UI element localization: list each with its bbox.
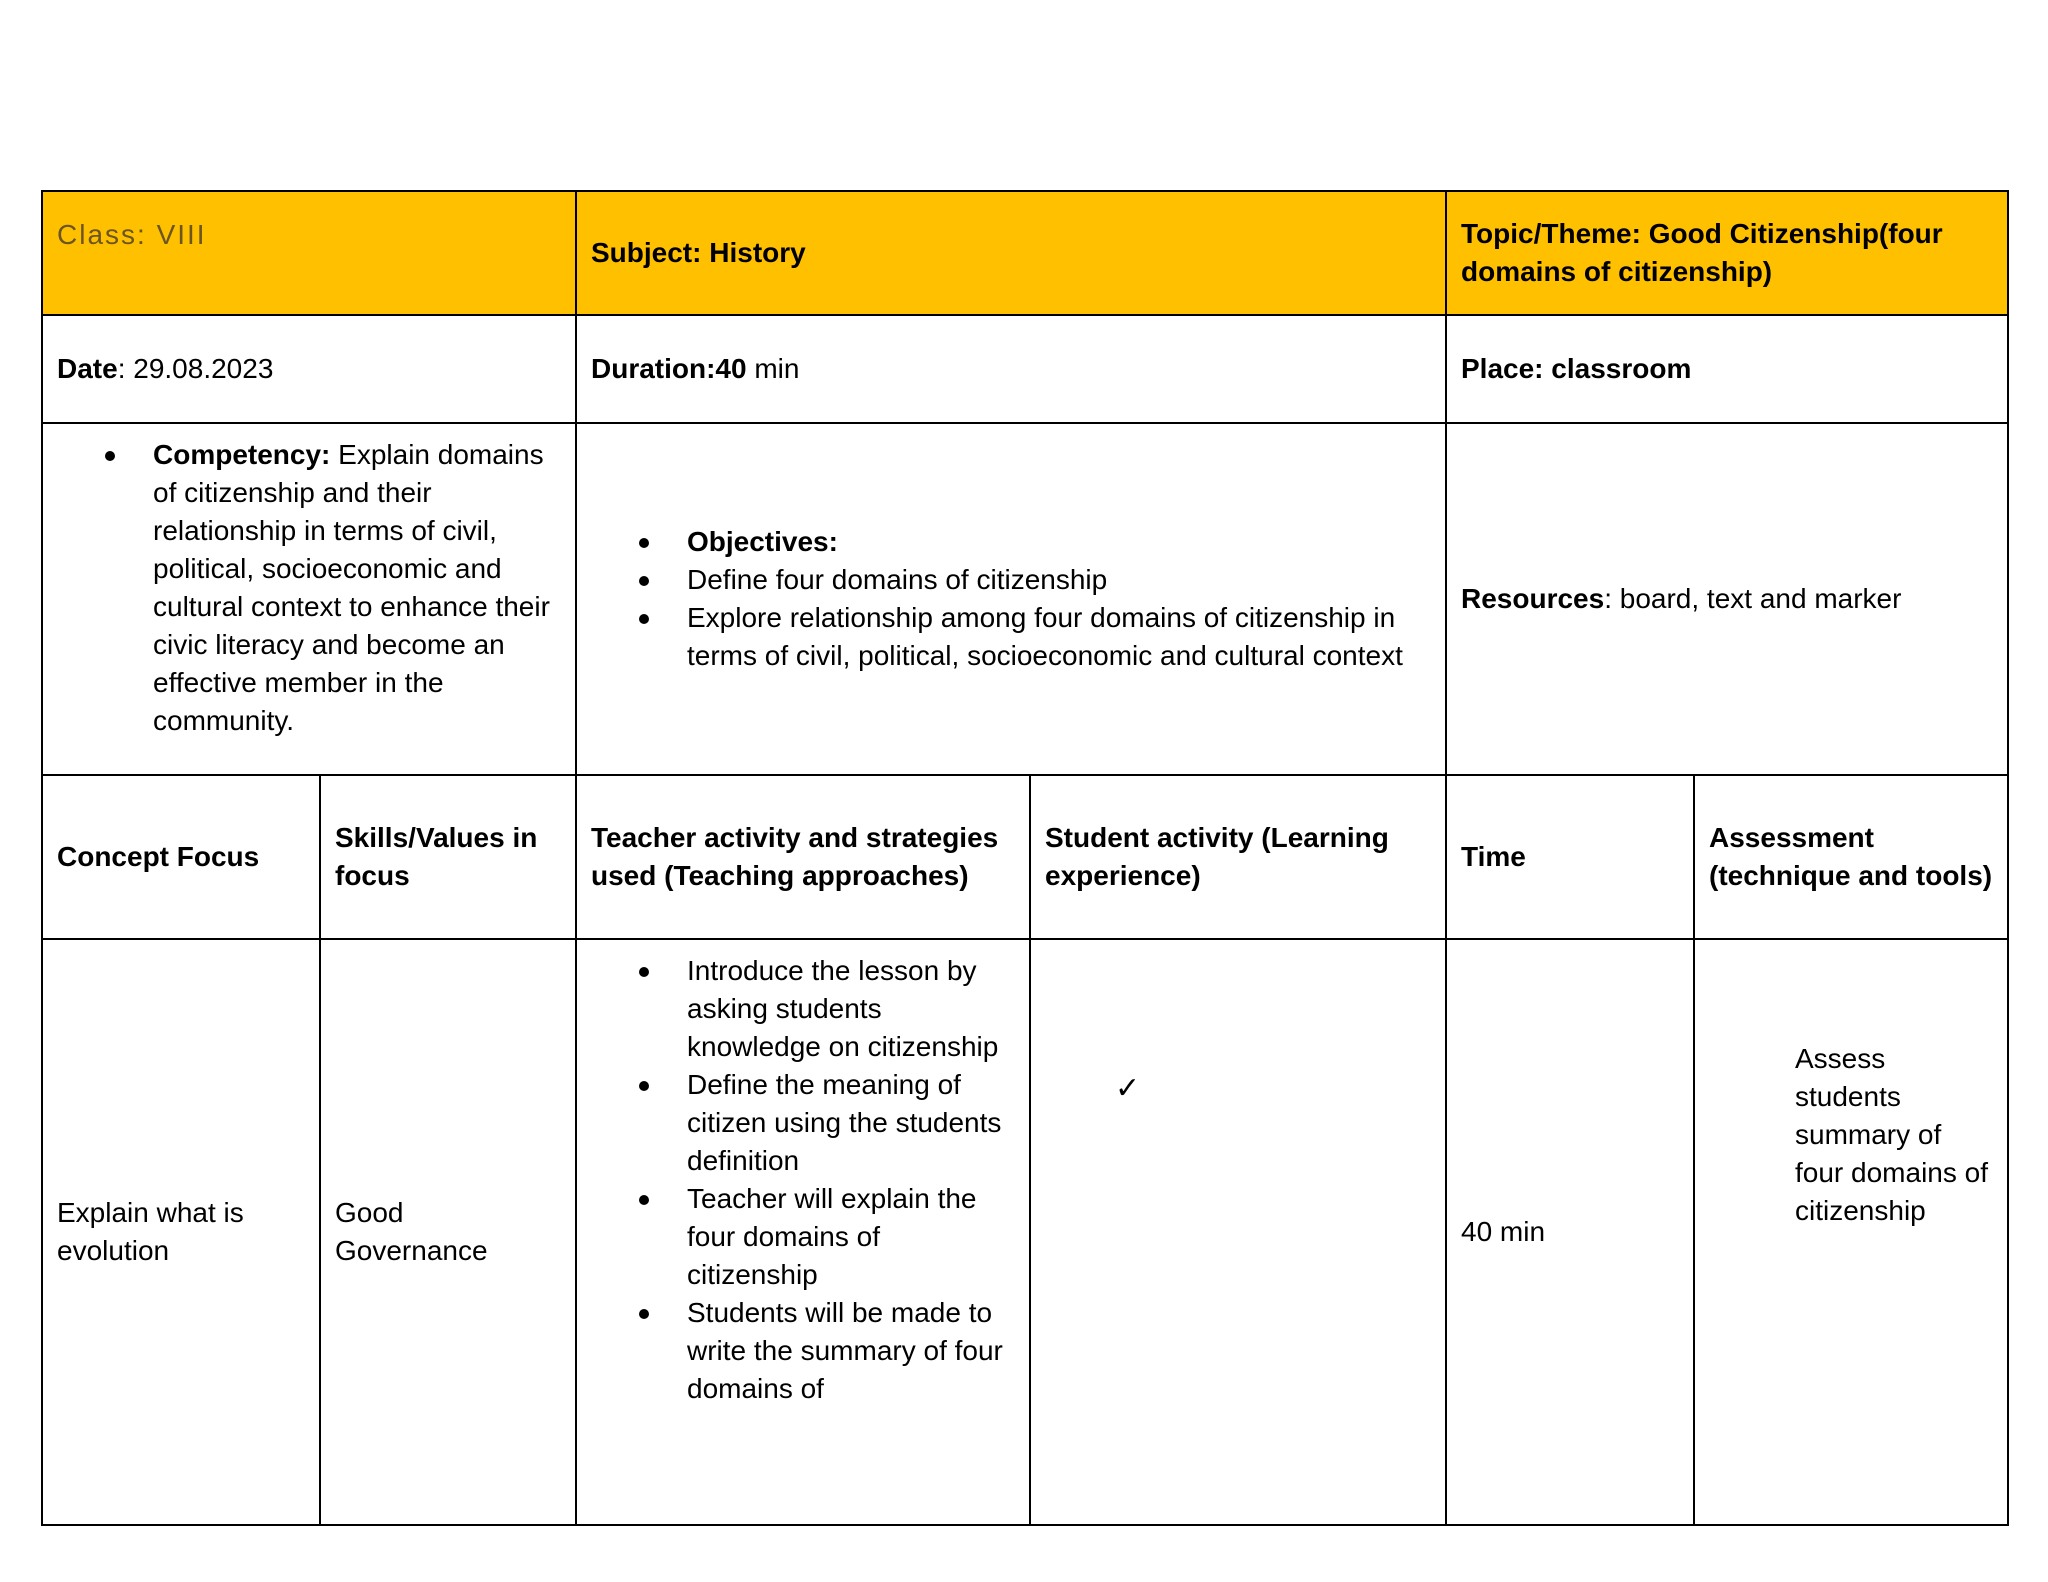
objective-item: Define four domains of citizenship <box>687 561 1431 599</box>
bullet-icon <box>639 967 649 977</box>
competency-text: Explain domains of citizenship and their relationship in terms of civil, political, socioeconomic and cultural context to enhance their civic literacy and become an effective member in the community. <box>153 439 550 736</box>
resources-label: Resources <box>1461 583 1605 614</box>
activity-row <box>42 939 2008 1525</box>
teacher-activity-item: Define the meaning of citizen using the students definition <box>687 1066 1015 1180</box>
teacher-activity-item: Introduce the lesson by asking students knowledge on citizenship <box>687 952 1015 1066</box>
col-skills-values: Skills/Values in focus <box>320 775 576 939</box>
competency-item <box>153 436 561 740</box>
objectives-cell <box>576 423 1446 775</box>
bullet-icon <box>639 576 649 586</box>
duration-label: Duration:40 <box>591 353 747 384</box>
resources-cell <box>1446 423 2008 775</box>
col-concept-focus: Concept Focus <box>42 775 320 939</box>
class-text: Class: VIII <box>57 219 207 250</box>
subject-cell <box>576 191 1446 315</box>
date-cell <box>42 315 576 423</box>
teacher-activity-list <box>591 952 1015 1408</box>
resources-text: : board, text and marker <box>1604 583 1902 614</box>
place-cell <box>1446 315 2008 423</box>
assessment-text: Assess students summary of four domains of citizenship <box>1795 1043 1988 1226</box>
topic-value: Good Citizenship(four domains of citizenship) <box>1461 218 1943 287</box>
teacher-activity-item: Teacher will explain the four domains of citizenship <box>687 1180 1015 1294</box>
bullet-icon <box>639 614 649 624</box>
teacher-activity-item: Students will be made to write the summary of four domains of <box>687 1294 1015 1408</box>
duration-unit: min <box>746 353 800 384</box>
student-activity-cell <box>1030 939 1446 1525</box>
topic-label: Topic/Theme: <box>1461 218 1641 249</box>
column-header-row <box>42 775 2008 939</box>
date-label: Date <box>57 353 118 384</box>
class-cell <box>42 191 576 315</box>
assessment-cell <box>1694 939 2008 1525</box>
header-row <box>42 191 2008 315</box>
objective-item: Explore relationship among four domains of citizenship in terms of civil, political, socioeconomic and cultural context <box>687 599 1431 675</box>
competency-cell <box>42 423 576 775</box>
place-label: Place: classroom <box>1461 353 1692 384</box>
bullet-icon <box>105 451 115 461</box>
col-student-activity: Student activity (Learning experience) <box>1030 775 1446 939</box>
bullet-icon <box>639 538 649 548</box>
outcomes-row <box>42 423 2008 775</box>
date-value: : 29.08.2023 <box>117 353 274 384</box>
concept-cell: Explain what is evolution <box>42 939 320 1525</box>
subject-value: History <box>709 237 806 268</box>
col-time: Time <box>1446 775 1694 939</box>
time-cell: 40 min <box>1446 939 1694 1525</box>
col-teacher-activity: Teacher activity and strategies used (Teaching approaches) <box>576 775 1030 939</box>
competency-label: Competency: <box>153 439 331 470</box>
info-row <box>42 315 2008 423</box>
lesson-plan-table <box>41 190 2009 1526</box>
competency-list <box>57 436 561 740</box>
check-mark-icon: ✓ <box>1115 1072 1141 1105</box>
col-assessment: Assessment (technique and tools) <box>1694 775 2008 939</box>
duration-cell <box>576 315 1446 423</box>
bullet-icon <box>639 1081 649 1091</box>
skills-cell: Good Governance <box>320 939 576 1525</box>
bullet-icon <box>639 1309 649 1319</box>
teacher-activity-cell <box>576 939 1030 1525</box>
objectives-list <box>591 523 1431 675</box>
topic-cell <box>1446 191 2008 315</box>
bullet-icon <box>639 1195 649 1205</box>
objectives-heading: Objectives: <box>687 523 1431 561</box>
subject-label: Subject: <box>591 237 702 268</box>
